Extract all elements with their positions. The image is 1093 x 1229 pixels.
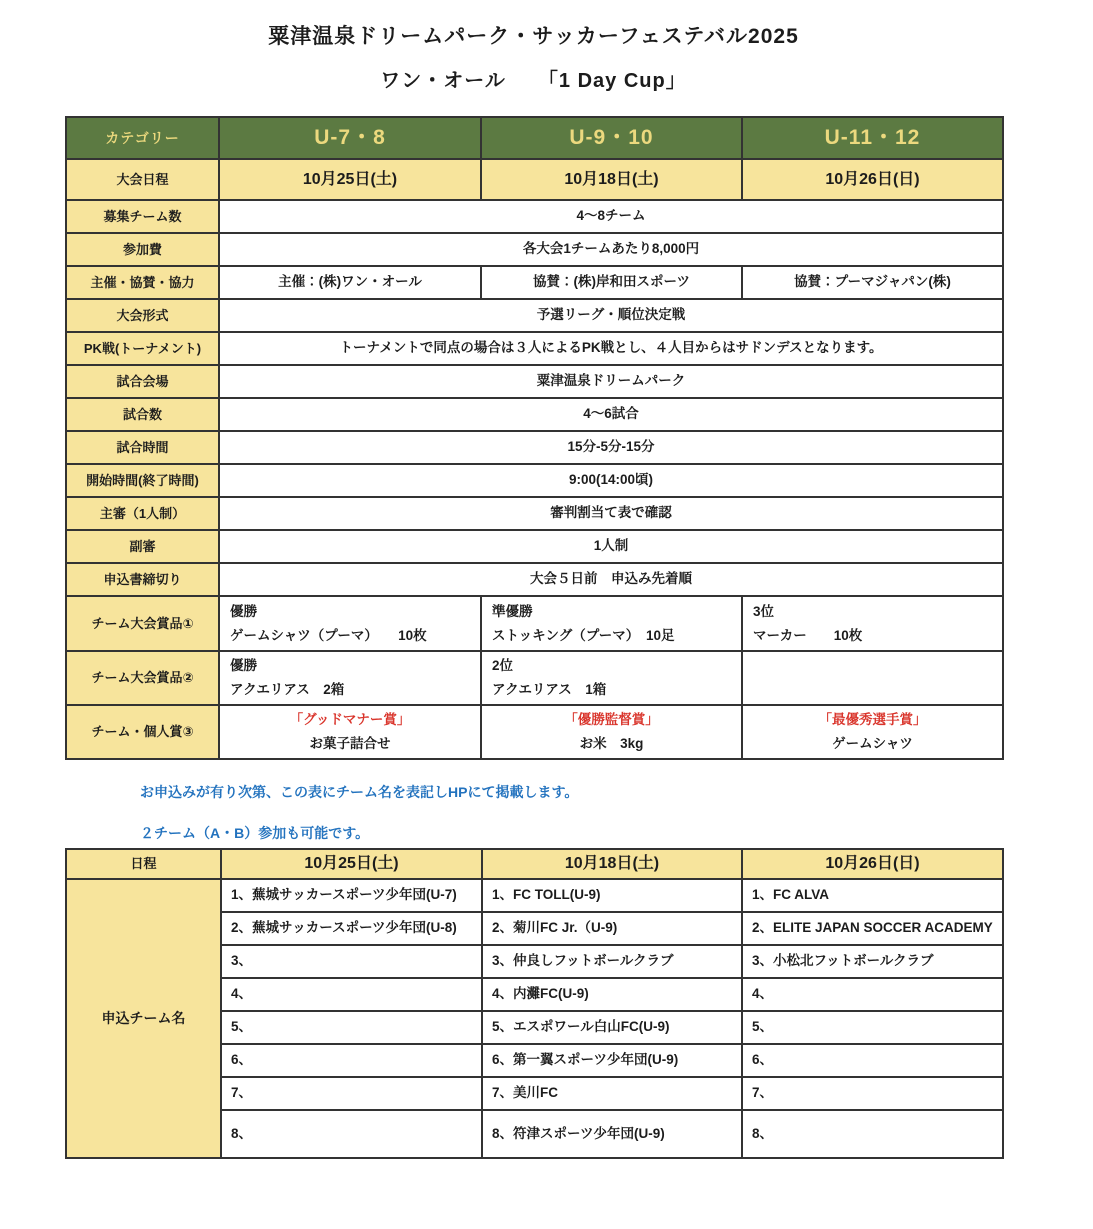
prize3-coach-name: 「優勝監督賞」 <box>564 712 659 728</box>
prize3-coach-item: お米 3kg <box>579 736 644 751</box>
row-prize3 <box>66 705 1003 759</box>
row-games-value: 4～6試合 <box>219 398 1003 431</box>
prize1-third <box>742 596 1003 651</box>
team-cell: 5、 <box>742 1011 1003 1044</box>
row-prize2 <box>66 651 1003 705</box>
row-assistant-referee <box>66 530 1003 563</box>
team-cell: 2、菊川FC Jr.（U-9) <box>482 912 742 945</box>
team-cell: 1、FC TOLL(U-9) <box>482 879 742 912</box>
schedule-date-1: 10月25日(土) <box>221 849 482 879</box>
team-cell: 1、蕪城サッカースポーツ少年団(U-7) <box>221 879 482 912</box>
row-format-value: 予選リーグ・順位決定戦 <box>219 299 1003 332</box>
row-venue <box>66 365 1003 398</box>
team-cell: 8、 <box>221 1110 482 1158</box>
row-games-label: 試合数 <box>66 398 219 431</box>
team-cell: 7、美川FC <box>482 1077 742 1110</box>
row-format-label: 大会形式 <box>66 299 219 332</box>
row-deadline-label: 申込書締切り <box>66 563 219 596</box>
team-cell: 7、 <box>742 1077 1003 1110</box>
row-team-count-value: 4～8チーム <box>219 200 1003 233</box>
row-pk-label: PK戦(トーナメント) <box>66 332 219 365</box>
row-pk-value: トーナメントで同点の場合は３人によるPK戦とし、４人目からはサドンデスとなります。 <box>219 332 1003 365</box>
prize2-winner <box>219 651 481 705</box>
team-cell: 4、 <box>742 978 1003 1011</box>
prize1-winner <box>219 596 481 651</box>
tournament-info-table <box>65 116 1004 760</box>
team-cell: 1、FC ALVA <box>742 879 1003 912</box>
page-title: 粟津温泉ドリームパーク・サッカーフェステバル2025 <box>268 25 799 48</box>
row-games <box>66 398 1003 431</box>
date-row-label: 大会日程 <box>66 159 219 200</box>
prize3-manner <box>219 705 481 759</box>
row-format <box>66 299 1003 332</box>
row-match-time <box>66 431 1003 464</box>
team-cell: 3、小松北フットボールクラブ <box>742 945 1003 978</box>
team-cell: 2、ELITE JAPAN SOCCER ACADEMY <box>742 912 1003 945</box>
date-u9-10: 10月18日(土) <box>481 159 742 200</box>
row-assistant-referee-value: 1人制 <box>219 530 1003 563</box>
date-u7-8: 10月25日(土) <box>219 159 481 200</box>
team-cell: 3、 <box>221 945 482 978</box>
prize3-mvp-item: ゲームシャツ <box>832 736 913 751</box>
team-row-1 <box>66 879 1003 912</box>
category-header-row <box>66 117 1003 159</box>
prize2-winner-item: アクエリアス 2箱 <box>230 682 345 697</box>
schedule-header-label: 日程 <box>66 849 221 879</box>
date-row <box>66 159 1003 200</box>
team-cell: 3、仲良しフットボールクラブ <box>482 945 742 978</box>
note-hp-listing: お申込みが有り次第、この表にチーム名を表記しHPにて掲載します。 <box>140 784 579 800</box>
prize1-runnerup-rank: 準優勝 <box>492 603 533 619</box>
prize3-manner-name: 「グッドマナー賞」 <box>289 712 411 728</box>
row-referee <box>66 497 1003 530</box>
prize3-manner-item: お菓子詰合せ <box>309 736 391 751</box>
category-u11-12: U-11・12 <box>742 117 1003 159</box>
row-prize1 <box>66 596 1003 651</box>
row-fee <box>66 233 1003 266</box>
row-hosts-label: 主催・協賛・協力 <box>66 266 219 299</box>
row-prize3-label: チーム・個人賞③ <box>66 705 219 759</box>
prize1-runnerup-item: ストッキング（プーマ） 10足 <box>492 627 675 643</box>
row-referee-value: 審判割当て表で確認 <box>219 497 1003 530</box>
schedule-date-3: 10月26日(日) <box>742 849 1003 879</box>
entry-teams-table <box>65 848 1004 1159</box>
row-hosts-sponsor2: 協賛：プーマジャパン(株) <box>742 266 1003 299</box>
prize1-third-item: マーカー 10枚 <box>753 627 863 643</box>
team-cell: 5、エスポワール白山FC(U-9) <box>482 1011 742 1044</box>
team-cell: 6、 <box>742 1044 1003 1077</box>
row-hosts-organizer: 主催：(株)ワン・オール <box>219 266 481 299</box>
prize3-mvp <box>742 705 1003 759</box>
team-cell: 5、 <box>221 1011 482 1044</box>
row-hosts-sponsor1: 協賛：(株)岸和田スポーツ <box>481 266 742 299</box>
prize1-runnerup <box>481 596 742 651</box>
team-cell: 2、蕪城サッカースポーツ少年団(U-8) <box>221 912 482 945</box>
document-page <box>65 0 1002 1159</box>
row-team-count-label: 募集チーム数 <box>66 200 219 233</box>
team-cell: 8、 <box>742 1110 1003 1158</box>
row-match-time-value: 15分-5分-15分 <box>219 431 1003 464</box>
row-venue-value: 粟津温泉ドリームパーク <box>219 365 1003 398</box>
entry-teams-label: 申込チーム名 <box>66 879 221 1158</box>
prize2-second-rank: 2位 <box>492 658 514 674</box>
row-prize2-label: チーム大会賞品② <box>66 651 219 705</box>
date-u11-12: 10月26日(日) <box>742 159 1003 200</box>
prize3-coach <box>481 705 742 759</box>
prize1-winner-item: ゲームシャツ（プーマ） 10枚 <box>230 627 427 643</box>
category-u9-10: U-9・10 <box>481 117 742 159</box>
team-cell: 7、 <box>221 1077 482 1110</box>
row-referee-label: 主審（1人制） <box>66 497 219 530</box>
row-start-time-value: 9:00(14:00頃) <box>219 464 1003 497</box>
row-match-time-label: 試合時間 <box>66 431 219 464</box>
category-header-label: カテゴリー <box>66 117 219 159</box>
prize2-second-item: アクエリアス 1箱 <box>492 682 607 697</box>
team-cell: 6、 <box>221 1044 482 1077</box>
prize1-third-rank: 3位 <box>753 603 775 619</box>
row-hosts <box>66 266 1003 299</box>
team-cell: 4、 <box>221 978 482 1011</box>
note-two-teams: ２チーム（A・B）参加も可能です。 <box>140 825 370 841</box>
row-start-time-label: 開始時間(終了時間) <box>66 464 219 497</box>
team-cell: 8、符津スポーツ少年団(U-9) <box>482 1110 742 1158</box>
prize3-mvp-name: 「最優秀選手賞」 <box>818 712 927 728</box>
row-venue-label: 試合会場 <box>66 365 219 398</box>
row-fee-value: 各大会1チームあたり8,000円 <box>219 233 1003 266</box>
row-pk <box>66 332 1003 365</box>
row-fee-label: 参加費 <box>66 233 219 266</box>
team-cell: 6、第一翼スポーツ少年団(U-9) <box>482 1044 742 1077</box>
row-deadline <box>66 563 1003 596</box>
prize2-second <box>481 651 742 705</box>
prize1-winner-rank: 優勝 <box>230 603 257 619</box>
team-cell: 4、内灘FC(U-9) <box>482 978 742 1011</box>
row-deadline-value: 大会５日前 申込み先着順 <box>219 563 1003 596</box>
row-start-time <box>66 464 1003 497</box>
prize2-empty <box>742 651 1003 705</box>
row-team-count <box>66 200 1003 233</box>
prize2-winner-rank: 優勝 <box>230 658 257 674</box>
row-prize1-label: チーム大会賞品① <box>66 596 219 651</box>
category-u7-8: U-7・8 <box>219 117 481 159</box>
page-subtitle: ワン・オール 「1 Day Cup」 <box>380 70 687 92</box>
schedule-header-row <box>66 849 1003 879</box>
schedule-date-2: 10月18日(土) <box>482 849 742 879</box>
row-assistant-referee-label: 副審 <box>66 530 219 563</box>
